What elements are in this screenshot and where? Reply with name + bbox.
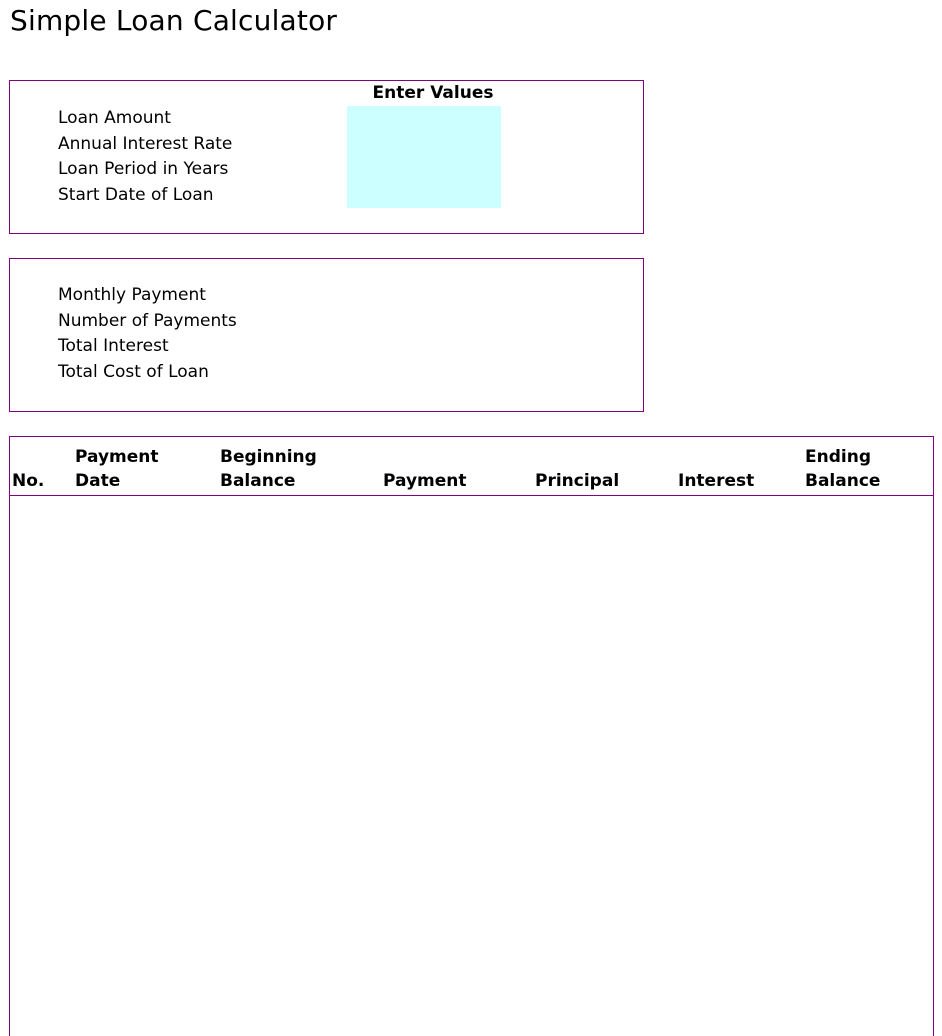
- enter-values-heading: Enter Values: [372, 83, 494, 103]
- amortization-schedule-table: [9, 436, 934, 1036]
- total-cost-label: Total Cost of Loan: [58, 361, 209, 382]
- col-header-payment-date: Payment Date: [75, 447, 159, 491]
- loan-period-years-input[interactable]: [347, 157, 501, 183]
- loan-inputs-panel: [9, 80, 644, 234]
- annual-interest-rate-label: Annual Interest Rate: [58, 133, 233, 154]
- col-header-no: No.: [12, 471, 45, 491]
- number-of-payments-label: Number of Payments: [58, 310, 237, 331]
- input-values-area: [347, 106, 501, 208]
- page-title: Simple Loan Calculator: [10, 4, 338, 37]
- annual-interest-rate-input[interactable]: [347, 132, 501, 158]
- col-header-beginning-balance: Beginning Balance: [220, 447, 317, 491]
- loan-amount-input[interactable]: [347, 106, 501, 132]
- col-header-payment: Payment: [383, 471, 467, 491]
- total-interest-label: Total Interest: [58, 336, 169, 356]
- input-labels: [58, 106, 232, 208]
- start-date-input[interactable]: [347, 183, 501, 209]
- loan-amount-label: Loan Amount: [58, 108, 171, 128]
- col-header-interest: Interest: [678, 471, 755, 491]
- schedule-header-row: [10, 437, 933, 496]
- monthly-payment-label: Monthly Payment: [58, 285, 206, 305]
- loan-results-panel: [9, 258, 644, 412]
- col-header-principal: Principal: [535, 471, 620, 491]
- result-labels: [58, 283, 237, 385]
- col-header-ending-balance: Ending Balance: [805, 447, 881, 491]
- start-date-label: Start Date of Loan: [58, 184, 214, 205]
- loan-period-years-label: Loan Period in Years: [58, 159, 229, 179]
